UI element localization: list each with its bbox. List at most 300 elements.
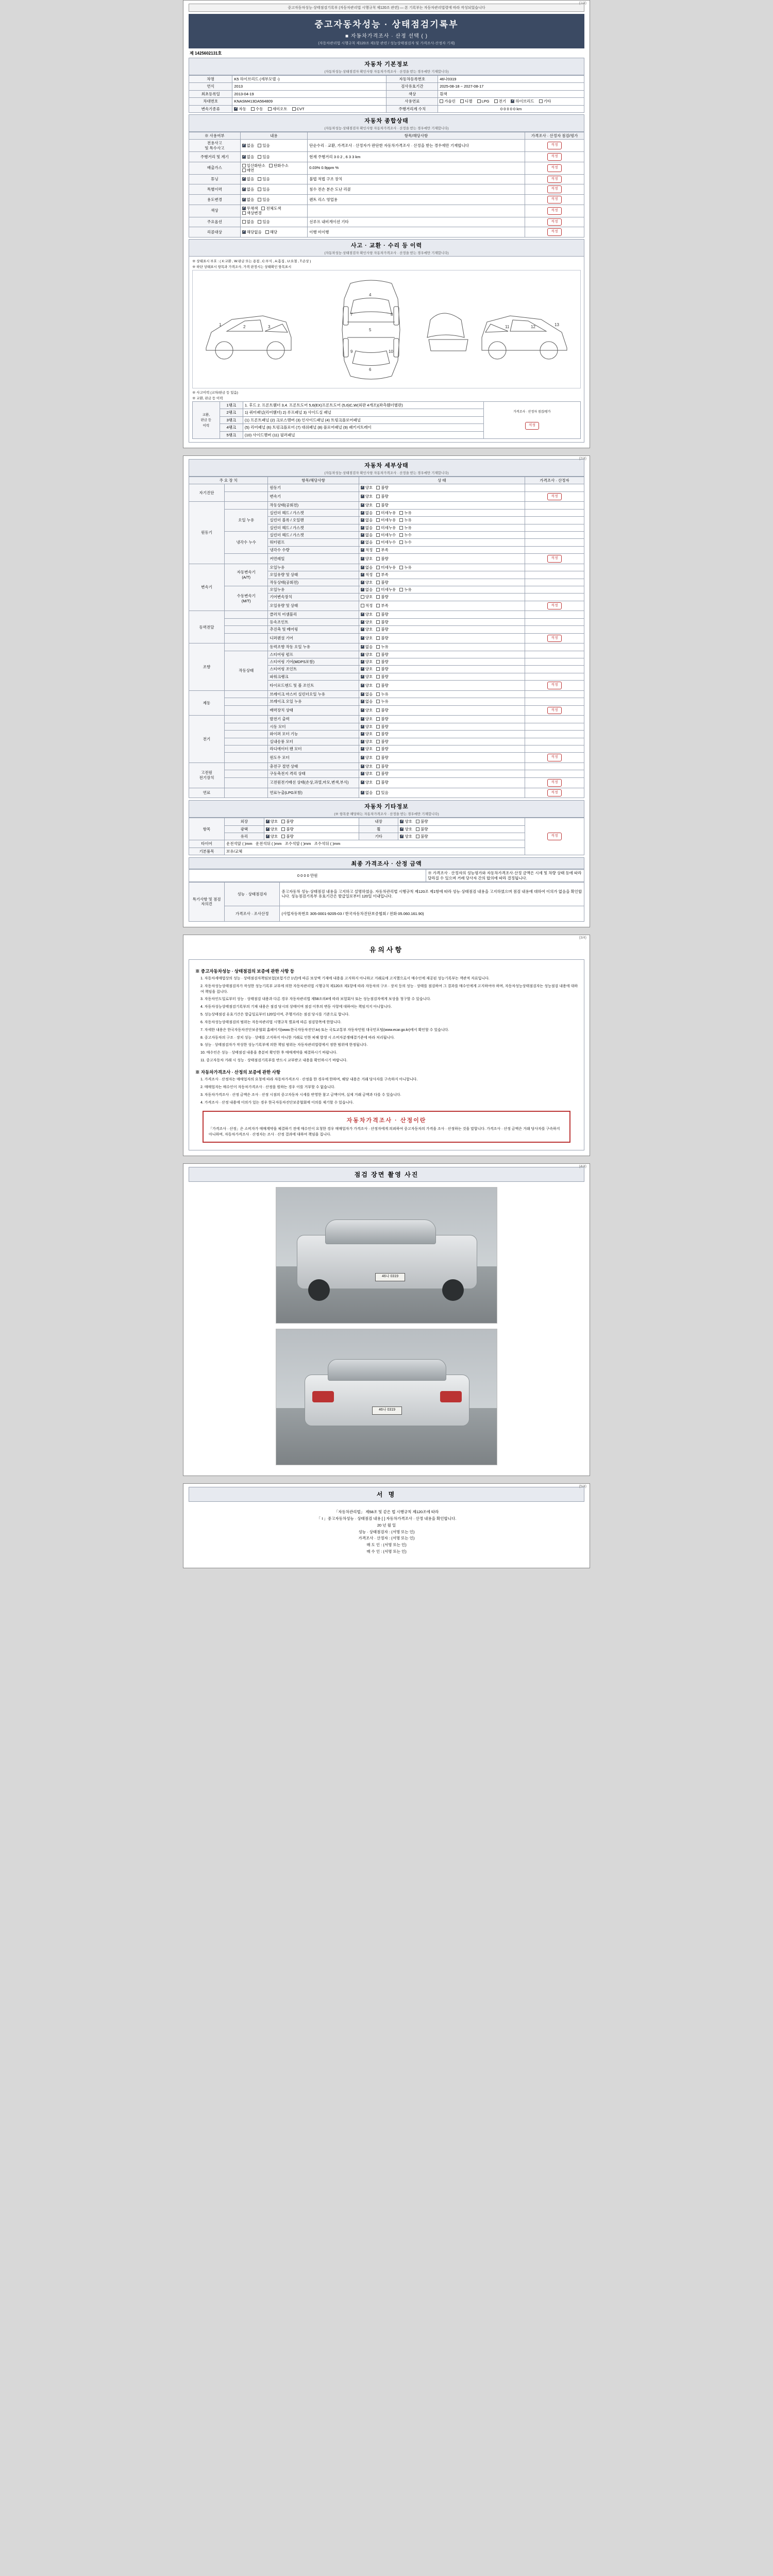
detail-7-2-opt-0[interactable] — [361, 780, 373, 785]
checkbox-icon[interactable] — [281, 835, 285, 838]
table-row — [189, 716, 584, 723]
overall-8-opt-1[interactable] — [265, 230, 278, 234]
detail-right-empty-2-3 — [525, 586, 584, 593]
detail-1-7-opt-0[interactable] — [361, 556, 373, 561]
detail-2-2-opt-1[interactable] — [376, 580, 389, 585]
checkbox-icon[interactable] — [539, 99, 543, 103]
checkbox-icon[interactable] — [376, 540, 380, 544]
detail-2-0-opt-2[interactable] — [399, 565, 412, 570]
detail-7-1-opt-1[interactable] — [376, 771, 389, 776]
checkbox-icon[interactable] — [376, 613, 380, 616]
checkbox-icon-checked[interactable] — [361, 557, 364, 561]
checkbox-icon[interactable] — [460, 99, 464, 103]
checkbox-icon[interactable] — [440, 99, 443, 103]
trans-opt-1[interactable] — [251, 107, 263, 111]
signature-line[interactable]: 성능 · 상태점검자 : (서명 또는 인) — [358, 1529, 415, 1534]
checkbox-icon[interactable] — [251, 107, 255, 111]
checkbox-icon[interactable] — [376, 486, 380, 489]
checkbox-icon-checked[interactable] — [361, 533, 364, 537]
overall-options-3 — [240, 174, 307, 184]
detail-5-1-opt-0[interactable] — [361, 699, 373, 704]
checkbox-icon-checked[interactable] — [242, 144, 246, 147]
detail-2-4-opt-0[interactable] — [361, 595, 373, 599]
checkbox-icon[interactable] — [242, 164, 246, 167]
other-0-opt2-1[interactable] — [416, 819, 428, 824]
detail-1-5-opt-2[interactable] — [399, 540, 412, 545]
photo-rear[interactable] — [276, 1329, 497, 1465]
detail-1-6-opt-1[interactable] — [376, 548, 389, 552]
detail-2-2-opt-0-label: 양호 — [365, 580, 373, 585]
detail-1-1-opt-1[interactable] — [376, 511, 396, 515]
detail-3-0-opt-0[interactable] — [361, 612, 373, 617]
checkbox-icon[interactable] — [258, 144, 261, 147]
checkbox-icon-checked[interactable] — [361, 765, 364, 768]
checkbox-icon-checked[interactable] — [361, 503, 364, 507]
detail-4-3-opt-1[interactable] — [376, 667, 389, 671]
checkbox-icon[interactable] — [376, 588, 380, 591]
checkbox-icon[interactable] — [261, 207, 265, 210]
trans-opt-0[interactable] — [234, 107, 246, 111]
checkbox-icon[interactable] — [258, 155, 261, 159]
overall-1-opt-1[interactable] — [258, 155, 270, 159]
checkbox-icon-checked[interactable] — [361, 791, 364, 794]
detail-item-2-5: 오일유량 및 상태 — [268, 601, 359, 611]
checkbox-icon-checked[interactable] — [361, 511, 364, 515]
detail-4-5-opt-0[interactable] — [361, 683, 373, 688]
checkbox-icon-checked[interactable] — [266, 835, 270, 838]
other-1-opt-0[interactable] — [266, 827, 278, 832]
detail-5-2-opt-1[interactable] — [376, 708, 389, 713]
detail-8-0-opt-0[interactable] — [361, 790, 373, 795]
status-badge: 적정 — [547, 833, 562, 840]
usage-opt-5[interactable] — [539, 99, 551, 104]
table-row — [189, 502, 584, 509]
checkbox-icon-checked[interactable] — [234, 107, 238, 111]
checkbox-icon[interactable] — [376, 747, 380, 751]
table-row — [189, 777, 584, 788]
detail-4-2-opt-0[interactable] — [361, 659, 373, 664]
detail-3-2-opt-1[interactable] — [376, 627, 389, 632]
detail-1-4-opt-0[interactable] — [361, 533, 373, 537]
trans-opt-3[interactable] — [292, 107, 305, 111]
detail-4-0-opt-1-label: 누유 — [381, 645, 389, 650]
checkbox-icon-checked[interactable] — [361, 588, 364, 591]
detail-2-0-opt-0[interactable] — [361, 565, 373, 570]
overall-6-opt-2[interactable] — [242, 211, 262, 215]
trans-opt-2[interactable] — [268, 107, 288, 111]
detail-4-3-opt-0[interactable] — [361, 667, 373, 671]
detail-1-3-opt-1[interactable] — [376, 526, 396, 530]
checkbox-icon[interactable] — [376, 548, 380, 552]
detail-6-2-opt-1[interactable] — [376, 732, 389, 736]
detail-4-4-opt-1-label: 불량 — [381, 674, 389, 679]
detail-4-0-opt-0[interactable] — [361, 645, 373, 649]
checkbox-icon-checked[interactable] — [361, 732, 364, 736]
detail-2-1-opt-1[interactable] — [376, 572, 389, 577]
detail-group-4: 조향 — [189, 643, 225, 691]
checkbox-icon-checked[interactable] — [361, 747, 364, 751]
detail-6-0-opt-0[interactable] — [361, 717, 373, 721]
checkbox-icon-checked[interactable] — [361, 684, 364, 687]
checkbox-icon[interactable] — [416, 835, 419, 838]
detail-2-3-opt-1[interactable] — [376, 587, 396, 592]
checkbox-icon[interactable] — [376, 791, 380, 794]
overall-6-opt-1[interactable] — [261, 206, 281, 211]
detail-4-2-opt-1[interactable] — [376, 659, 389, 664]
checkbox-icon-checked[interactable] — [266, 820, 270, 823]
checkbox-icon[interactable] — [376, 708, 380, 712]
checkbox-icon[interactable] — [376, 653, 380, 656]
checkbox-icon[interactable] — [376, 620, 380, 624]
overall-4-opt-1[interactable] — [258, 187, 270, 192]
svg-text:4: 4 — [369, 293, 372, 297]
detail-4-1-opt-1[interactable] — [376, 652, 389, 657]
detail-right-empty-5-0 — [525, 690, 584, 698]
detail-5-1-opt-1[interactable] — [376, 699, 389, 704]
checkbox-icon[interactable] — [376, 628, 380, 631]
detail-3-2-opt-0[interactable] — [361, 627, 373, 632]
checkbox-icon-checked[interactable] — [361, 548, 364, 552]
checkbox-icon[interactable] — [376, 518, 380, 522]
checkbox-icon-checked[interactable] — [242, 230, 246, 234]
checkbox-icon-checked[interactable] — [242, 207, 246, 210]
checkbox-icon[interactable] — [376, 573, 380, 577]
checkbox-icon[interactable] — [268, 107, 272, 111]
checkbox-icon-checked[interactable] — [400, 820, 404, 823]
checkbox-icon-checked[interactable] — [361, 581, 364, 584]
detail-7-1-opt-0[interactable] — [361, 771, 373, 776]
overall-7-opt-0[interactable] — [242, 219, 255, 224]
detail-4-5-opt-1[interactable] — [376, 683, 389, 688]
checkbox-icon[interactable] — [361, 595, 364, 599]
detail-sub-3-0 — [225, 611, 268, 618]
detail-1-4-opt-1-label: 미세누수 — [381, 532, 396, 537]
detail-4-4-opt-1[interactable] — [376, 674, 389, 679]
overall-5-opt-0[interactable] — [242, 197, 255, 202]
checkbox-icon-checked[interactable] — [242, 198, 246, 201]
detail-2-3-opt-0[interactable] — [361, 587, 373, 592]
checkbox-icon[interactable] — [416, 820, 419, 823]
photo-front[interactable] — [276, 1187, 497, 1324]
detail-1-3-opt-0[interactable] — [361, 526, 373, 530]
checkbox-icon-checked[interactable] — [361, 518, 364, 522]
checkbox-icon-checked[interactable] — [242, 188, 246, 191]
detail-1-0-opt-0[interactable] — [361, 503, 373, 507]
detail-sub-2-3: 수동변속기 (M/T) — [225, 586, 268, 611]
detail-4-4-opt-0[interactable] — [361, 674, 373, 679]
detail-state-6-2 — [359, 731, 525, 738]
checkbox-icon[interactable] — [376, 503, 380, 507]
checkbox-icon[interactable] — [399, 533, 403, 537]
checkbox-icon-checked[interactable] — [361, 613, 364, 616]
checkbox-icon[interactable] — [399, 511, 403, 515]
other-2-opt-1[interactable] — [281, 834, 294, 839]
checkbox-icon[interactable] — [258, 198, 261, 201]
checkbox-icon[interactable] — [376, 636, 380, 640]
usage-opt-3[interactable] — [494, 99, 507, 104]
detail-4-1-opt-0[interactable] — [361, 652, 373, 657]
detail-2-5-opt-1-label: 부족 — [381, 603, 389, 608]
checkbox-icon-checked[interactable] — [361, 692, 364, 696]
detail-1-0-opt-1[interactable] — [376, 503, 389, 507]
other-2-opt-0[interactable] — [266, 834, 278, 839]
checkbox-icon[interactable] — [376, 511, 380, 515]
checkbox-icon[interactable] — [376, 604, 380, 607]
detail-1-2-opt-1[interactable] — [376, 518, 396, 522]
detail-2-5-opt-0[interactable] — [361, 603, 373, 608]
checkbox-icon[interactable] — [258, 177, 261, 181]
detail-2-3-opt-2[interactable] — [399, 587, 412, 592]
overall-4-opt-0[interactable] — [242, 187, 255, 192]
checkbox-icon[interactable] — [361, 604, 364, 607]
detail-3-0-opt-1[interactable] — [376, 612, 389, 617]
table-row — [189, 205, 584, 217]
checkbox-icon[interactable] — [242, 211, 246, 215]
table-row — [189, 770, 584, 777]
detail-5-0-opt-1[interactable] — [376, 692, 389, 697]
checkbox-icon[interactable] — [376, 740, 380, 743]
checkbox-icon-checked[interactable] — [361, 667, 364, 671]
checkbox-icon-checked[interactable] — [361, 653, 364, 656]
checkbox-icon-checked[interactable] — [361, 708, 364, 712]
detail-0-0-opt-0[interactable] — [361, 485, 373, 490]
checkbox-icon-checked[interactable] — [361, 495, 364, 498]
other-0-opt-1[interactable] — [281, 819, 294, 824]
overall-2-opt-1[interactable] — [269, 163, 289, 168]
checkbox-icon[interactable] — [376, 557, 380, 561]
checkbox-icon-checked[interactable] — [361, 645, 364, 649]
checkbox-icon[interactable] — [376, 717, 380, 721]
checkbox-icon[interactable] — [376, 667, 380, 671]
overall-1-opt-0[interactable] — [242, 155, 255, 159]
checkbox-icon[interactable] — [376, 526, 380, 530]
detail-6-1-opt-0[interactable] — [361, 724, 373, 729]
overall-right-4 — [525, 184, 584, 195]
checkbox-icon-checked[interactable] — [361, 636, 364, 640]
overall-0-opt-0-label: 없음 — [246, 143, 255, 148]
checkbox-icon[interactable] — [376, 781, 380, 784]
other-0-opt2-0[interactable] — [400, 819, 412, 824]
other-2-opt2-1[interactable] — [416, 834, 428, 839]
detail-4-5-opt-0-label: 양호 — [365, 683, 373, 688]
checkbox-icon[interactable] — [399, 526, 403, 530]
checkbox-icon[interactable] — [376, 581, 380, 584]
detail-3-3-opt-1[interactable] — [376, 636, 389, 640]
checkbox-icon-checked[interactable] — [361, 781, 364, 784]
detail-group-7: 고전원 전기장치 — [189, 763, 225, 788]
detail-5-0-opt-0[interactable] — [361, 692, 373, 697]
checkbox-icon[interactable] — [494, 99, 498, 103]
checkbox-icon[interactable] — [258, 188, 261, 191]
signature-line[interactable]: 매 수 인 : (서명 또는 인) — [366, 1549, 407, 1554]
other-2-opt2-0[interactable] — [400, 834, 412, 839]
table-row — [189, 83, 584, 90]
detail-6-4-opt-1[interactable] — [376, 747, 389, 751]
checkbox-icon-checked[interactable] — [361, 772, 364, 775]
other-1-opt-1[interactable] — [281, 827, 294, 832]
detail-1-3-opt-2[interactable] — [399, 526, 412, 530]
checkbox-icon[interactable] — [376, 756, 380, 759]
checkbox-icon[interactable] — [242, 168, 246, 172]
overall-7-opt-1[interactable] — [258, 219, 270, 224]
checkbox-icon[interactable] — [477, 99, 481, 103]
checkbox-icon-checked[interactable] — [361, 566, 364, 569]
accident-rank-3: 4랭크 — [220, 424, 243, 431]
checkbox-icon[interactable] — [399, 566, 403, 569]
checkbox-icon[interactable] — [269, 164, 273, 167]
usage-opt-2[interactable] — [477, 99, 490, 104]
checkbox-icon-checked[interactable] — [242, 155, 246, 159]
overall-3-opt-1[interactable] — [258, 177, 270, 181]
detail-0-1-opt-1[interactable] — [376, 494, 389, 499]
detail-0-1-opt-0[interactable] — [361, 494, 373, 499]
checkbox-icon[interactable] — [376, 732, 380, 736]
detail-1-5-opt-0[interactable] — [361, 540, 373, 545]
detail-7-0-opt-1[interactable] — [376, 764, 389, 769]
checkbox-icon[interactable] — [376, 772, 380, 775]
detail-0-0-opt-1[interactable] — [376, 485, 389, 490]
detail-3-1-opt-1[interactable] — [376, 620, 389, 624]
detail-8-0-opt-1-label: 있음 — [381, 790, 389, 795]
detail-6-1-opt-1[interactable] — [376, 724, 389, 729]
overall-0-opt-1[interactable] — [258, 143, 270, 148]
overall-2-opt-0[interactable] — [242, 163, 265, 168]
detail-6-5-opt-0[interactable] — [361, 755, 373, 760]
checkbox-icon-checked[interactable] — [361, 628, 364, 631]
checkbox-icon-checked[interactable] — [361, 573, 364, 577]
detail-3-3-opt-0[interactable] — [361, 636, 373, 640]
detail-1-5-opt-1[interactable] — [376, 540, 396, 545]
checkbox-icon[interactable] — [292, 107, 296, 111]
detail-1-1-opt-2[interactable] — [399, 511, 412, 515]
detail-col-2: 상 태 — [359, 477, 525, 484]
checkbox-icon[interactable] — [376, 645, 380, 649]
detail-1-1-opt-0[interactable] — [361, 511, 373, 515]
signature-line[interactable]: 매 도 인 : (서명 또는 인) — [366, 1543, 407, 1548]
checkbox-icon-checked[interactable] — [361, 486, 364, 489]
checkbox-icon-checked[interactable] — [361, 740, 364, 743]
detail-6-3-opt-0[interactable] — [361, 739, 373, 744]
other-label2-0: 내장 — [359, 818, 398, 825]
checkbox-icon[interactable] — [281, 820, 285, 823]
checkbox-icon-checked[interactable] — [400, 835, 404, 838]
signature-line[interactable]: 가격조사 · 산정자 : (서명 또는 인) — [358, 1536, 415, 1541]
checkbox-icon-checked[interactable] — [242, 177, 246, 181]
checkbox-icon-checked[interactable] — [361, 620, 364, 624]
usage-opt-0[interactable] — [440, 99, 456, 104]
detail-2-5-opt-1[interactable] — [376, 603, 389, 608]
checkbox-icon[interactable] — [265, 230, 269, 234]
checkbox-icon-checked[interactable] — [361, 675, 364, 679]
checkbox-icon[interactable] — [399, 540, 403, 544]
checkbox-icon[interactable] — [281, 827, 285, 831]
table-row — [189, 184, 584, 195]
detail-6-0-opt-1[interactable] — [376, 717, 389, 721]
checkbox-icon-checked[interactable] — [361, 756, 364, 759]
other-2-opt2-0-label: 양호 — [405, 834, 412, 839]
other-0-opt-0[interactable] — [266, 819, 278, 824]
checkbox-icon[interactable] — [399, 518, 403, 522]
checkbox-icon-checked[interactable] — [266, 827, 270, 831]
overall-5-opt-1[interactable] — [258, 197, 270, 202]
detail-1-4-opt-1[interactable] — [376, 533, 396, 537]
overall-0-opt-0[interactable] — [242, 143, 255, 148]
usage-opt-4[interactable] — [511, 99, 534, 104]
detail-6-5-opt-1[interactable] — [376, 755, 389, 760]
checkbox-icon[interactable] — [242, 220, 246, 224]
checkbox-icon[interactable] — [376, 700, 380, 703]
detail-1-2-opt-0[interactable] — [361, 518, 373, 522]
detail-1-4-opt-2[interactable] — [399, 533, 412, 537]
detail-5-2-opt-0[interactable] — [361, 708, 373, 713]
checkbox-icon-checked[interactable] — [361, 540, 364, 544]
detail-4-0-opt-1[interactable] — [376, 645, 389, 649]
detail-1-6-opt-0[interactable] — [361, 548, 373, 552]
section-basic-header — [189, 58, 584, 75]
checkbox-icon[interactable] — [376, 684, 380, 687]
detail-2-4-opt-1[interactable] — [376, 595, 389, 599]
checkbox-icon[interactable] — [376, 533, 380, 537]
checkbox-icon-checked[interactable] — [361, 725, 364, 728]
checkbox-icon[interactable] — [376, 595, 380, 599]
detail-2-1-opt-0[interactable] — [361, 572, 373, 577]
detail-item-0-0: 원동기 — [268, 484, 359, 492]
table-row — [189, 705, 584, 716]
checkbox-icon[interactable] — [376, 495, 380, 498]
checkbox-icon-checked[interactable] — [511, 99, 514, 103]
car-diagram[interactable] — [192, 270, 581, 388]
checkbox-icon-checked[interactable] — [361, 717, 364, 721]
detail-1-2-opt-2[interactable] — [399, 518, 412, 522]
detail-state-4-5 — [359, 681, 525, 691]
checkbox-icon-checked[interactable] — [361, 660, 364, 664]
other-1-opt2-0[interactable] — [400, 827, 412, 832]
overall-3-opt-0[interactable] — [242, 177, 255, 181]
signature-title: 서 명 — [189, 1487, 584, 1502]
overall-8-opt-0[interactable] — [242, 230, 262, 234]
checkbox-icon[interactable] — [416, 827, 419, 831]
checkbox-icon[interactable] — [376, 660, 380, 664]
detail-6-2-opt-0[interactable] — [361, 732, 373, 736]
detail-3-1-opt-0[interactable] — [361, 620, 373, 624]
checkbox-icon-checked[interactable] — [361, 700, 364, 703]
detail-8-0-opt-1[interactable] — [376, 790, 389, 795]
detail-7-0-opt-0[interactable] — [361, 764, 373, 769]
checkbox-icon[interactable] — [376, 675, 380, 679]
overall-2-opt-2[interactable] — [242, 168, 255, 173]
detail-6-3-opt-1[interactable] — [376, 739, 389, 744]
detail-7-2-opt-1[interactable] — [376, 780, 389, 785]
checkbox-icon[interactable] — [376, 692, 380, 696]
detail-2-2-opt-0[interactable] — [361, 580, 373, 585]
checkbox-icon[interactable] — [376, 725, 380, 728]
detail-6-4-opt-0[interactable] — [361, 747, 373, 751]
detail-7-0-opt-1-label: 불량 — [381, 764, 389, 769]
checkbox-icon[interactable] — [376, 765, 380, 768]
detail-2-0-opt-1[interactable] — [376, 565, 396, 570]
detail-1-7-opt-1[interactable] — [376, 556, 389, 561]
checkbox-icon[interactable] — [399, 588, 403, 591]
detail-right-empty-7-1 — [525, 770, 584, 777]
usage-opt-1[interactable] — [460, 99, 473, 104]
checkbox-icon-checked[interactable] — [400, 827, 404, 831]
detail-2-0-opt-2-label: 누유 — [404, 565, 412, 570]
checkbox-icon[interactable] — [376, 566, 380, 569]
checkbox-icon[interactable] — [258, 220, 261, 224]
other-1-opt2-1[interactable] — [416, 827, 428, 832]
checkbox-icon-checked[interactable] — [361, 526, 364, 530]
overall-6-opt-0[interactable] — [242, 206, 258, 211]
